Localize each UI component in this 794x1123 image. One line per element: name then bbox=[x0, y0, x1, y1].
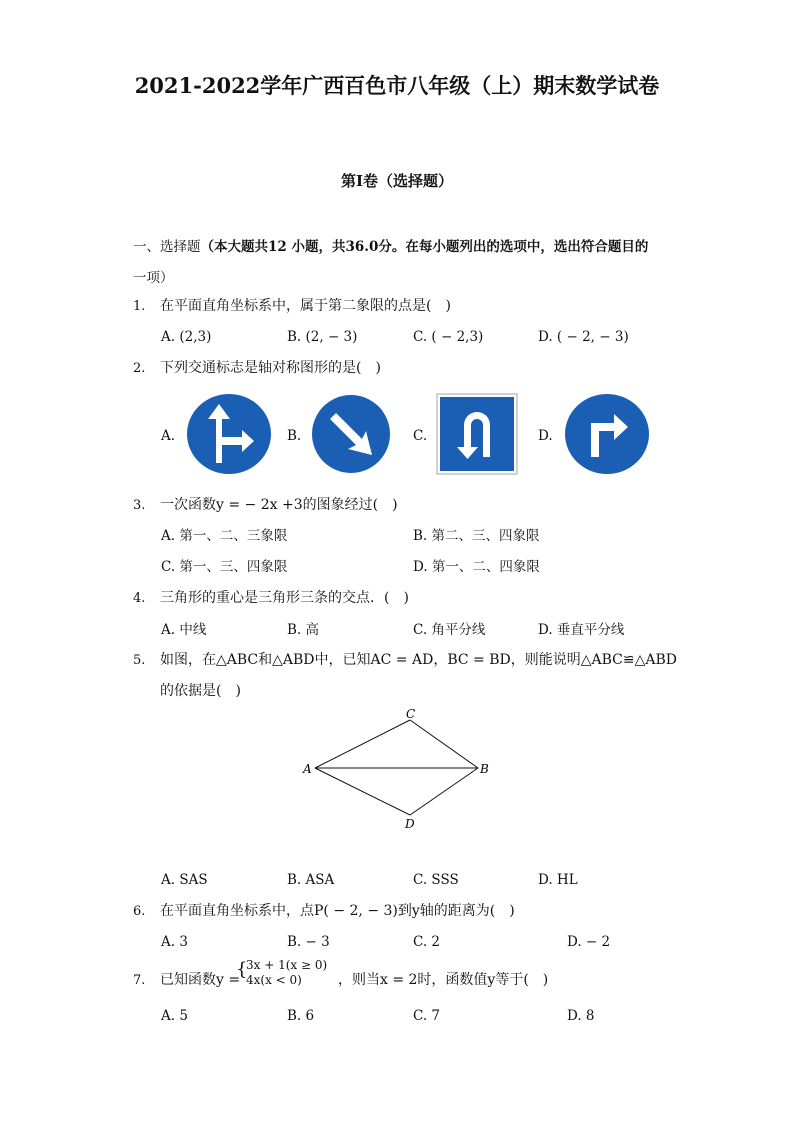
page-title: 2021-2022学年广西百色市八年级（上）期末数学试卷 bbox=[134, 73, 660, 98]
option-b[interactable]: B. 第二、三、四象限 bbox=[413, 528, 540, 544]
option-b[interactable]: B. − 3 bbox=[287, 934, 330, 950]
option-c[interactable]: C. bbox=[413, 428, 428, 444]
section-desc: （本大题共12 小题，共36.0分。在每小题列出的选项中，选出符合题目的 bbox=[200, 239, 649, 255]
piecewise-case-1: 3x + 1(x ≥ 0) bbox=[246, 958, 328, 972]
option-d[interactable]: D. 8 bbox=[567, 1008, 595, 1024]
vertex-b-label: B bbox=[480, 762, 489, 776]
section-label: 一、选择题 bbox=[133, 239, 201, 255]
option-a[interactable]: A. (2,3) bbox=[161, 329, 212, 345]
option-b[interactable]: B. 高 bbox=[287, 622, 320, 638]
question-text: 一次函数y = − 2x +3的图象经过( ) bbox=[160, 497, 398, 513]
section-heading bbox=[133, 232, 673, 294]
option-c[interactable]: C. 第一、三、四象限 bbox=[161, 559, 288, 575]
option-c[interactable]: C. 7 bbox=[413, 1008, 441, 1024]
section-subtitle: 第I卷（选择题） bbox=[340, 172, 454, 190]
question-number: 5. bbox=[133, 653, 146, 668]
question-number: 2. bbox=[133, 361, 146, 376]
option-d[interactable]: D. 垂直平分线 bbox=[538, 622, 625, 638]
question-number: 3. bbox=[133, 498, 146, 513]
question-text-prefix: 已知函数y = bbox=[160, 972, 241, 988]
option-a[interactable]: A. 中线 bbox=[161, 622, 207, 638]
question-text-cont: 的依据是( ) bbox=[160, 683, 241, 699]
option-a[interactable]: A. SAS bbox=[161, 872, 208, 888]
piecewise-case-2: 4x(x < 0) bbox=[246, 973, 302, 987]
option-d[interactable]: D. 第一、二、四象限 bbox=[413, 559, 540, 575]
option-c[interactable]: C. 角平分线 bbox=[413, 622, 486, 638]
option-d[interactable]: D. bbox=[538, 428, 553, 444]
question-text: 如图，在△ABC和△ABD中，已知AC = AD，BC = BD，则能说明△ABC≌△ABD bbox=[160, 652, 677, 668]
option-b[interactable]: B. 6 bbox=[287, 1008, 315, 1024]
section-desc-cont: 一项） bbox=[133, 270, 174, 286]
triangle-figure bbox=[300, 702, 500, 832]
option-b[interactable]: B. ASA bbox=[287, 872, 335, 888]
straight-or-right-arrow-icon[interactable] bbox=[186, 393, 272, 475]
option-b[interactable]: B. bbox=[287, 428, 302, 444]
option-d[interactable]: D. − 2 bbox=[567, 934, 611, 950]
option-a[interactable]: A. 3 bbox=[161, 934, 188, 950]
option-c[interactable]: C. 2 bbox=[413, 934, 441, 950]
vertex-a-label: A bbox=[303, 762, 312, 776]
case-brace: { bbox=[236, 959, 248, 980]
option-a[interactable]: A. 第一、二、三象限 bbox=[161, 528, 288, 544]
diagonal-down-right-arrow-icon[interactable] bbox=[310, 393, 392, 475]
option-d[interactable]: D. ( − 2, − 3) bbox=[538, 329, 629, 345]
question-number: 6. bbox=[133, 904, 146, 919]
option-a[interactable]: A. bbox=[161, 428, 176, 444]
vertex-c-label: C bbox=[406, 707, 416, 721]
option-c[interactable]: C. ( − 2,3) bbox=[413, 329, 484, 345]
option-d[interactable]: D. HL bbox=[538, 872, 578, 888]
question-text: 下列交通标志是轴对称图形的是( ) bbox=[160, 360, 381, 376]
question-text: 在平面直角坐标系中，点P( − 2, − 3)到y轴的距离为( ) bbox=[160, 903, 515, 919]
question-text: 在平面直角坐标系中，属于第二象限的点是( ) bbox=[160, 298, 451, 314]
u-turn-arrow-icon[interactable] bbox=[436, 393, 518, 475]
option-b[interactable]: B. (2, − 3) bbox=[287, 329, 358, 345]
question-text-suffix: ，则当x = 2时，函数值y等于( ) bbox=[338, 972, 549, 988]
question-text: 三角形的重心是三角形三条的交点．( ) bbox=[160, 590, 409, 606]
question-number: 1. bbox=[133, 299, 146, 314]
vertex-d-label: D bbox=[405, 817, 415, 831]
turn-right-arrow-icon[interactable] bbox=[564, 393, 650, 475]
question-number: 7. bbox=[133, 973, 146, 988]
option-a[interactable]: A. 5 bbox=[161, 1008, 188, 1024]
option-c[interactable]: C. SSS bbox=[413, 872, 459, 888]
question-number: 4. bbox=[133, 591, 146, 606]
